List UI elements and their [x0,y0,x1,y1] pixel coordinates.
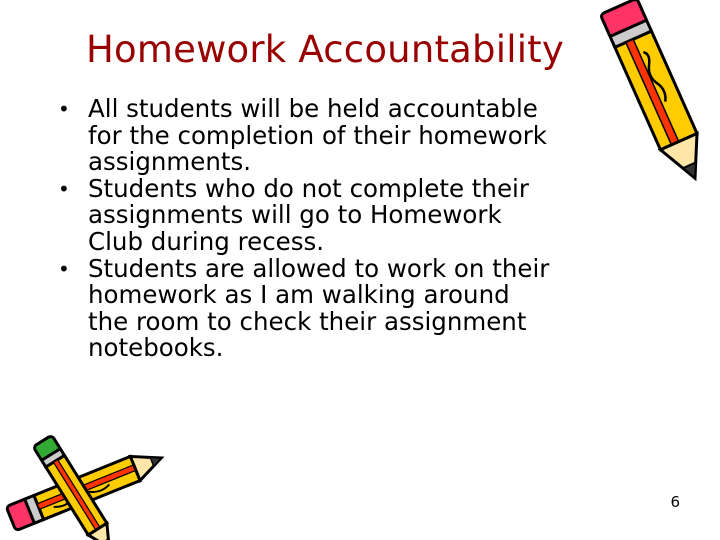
bullet-line: All students will be held accountable [88,94,538,123]
bullet-item [58,96,618,176]
bullet-list [58,96,618,362]
bullet-line: Students are allowed to work on their [88,253,550,283]
pencils-icon-bottom-left [0,430,180,540]
bullet-line: assignments. [88,147,252,177]
bullet-item [58,253,618,363]
bullet-line: homework as I am walking around [88,280,510,310]
bullet-line: for the completion of their homework [88,120,547,150]
slide-title: Homework Accountability [86,28,564,71]
bullet-line: notebooks. [88,333,224,363]
bullet-marker: • [58,97,70,121]
bullet-line: the room to check their assignment [88,306,527,336]
bullet-line: Students who do not complete their [88,173,529,203]
pencil-icon-top-right [598,0,720,200]
bullet-marker: • [58,176,70,201]
bullet-marker: • [58,256,70,281]
bullet-line: assignments will go to Homework [88,200,502,230]
bullet-line: Club during recess. [88,226,325,256]
page-number: 6 [670,493,680,511]
bullet-item [58,173,618,256]
